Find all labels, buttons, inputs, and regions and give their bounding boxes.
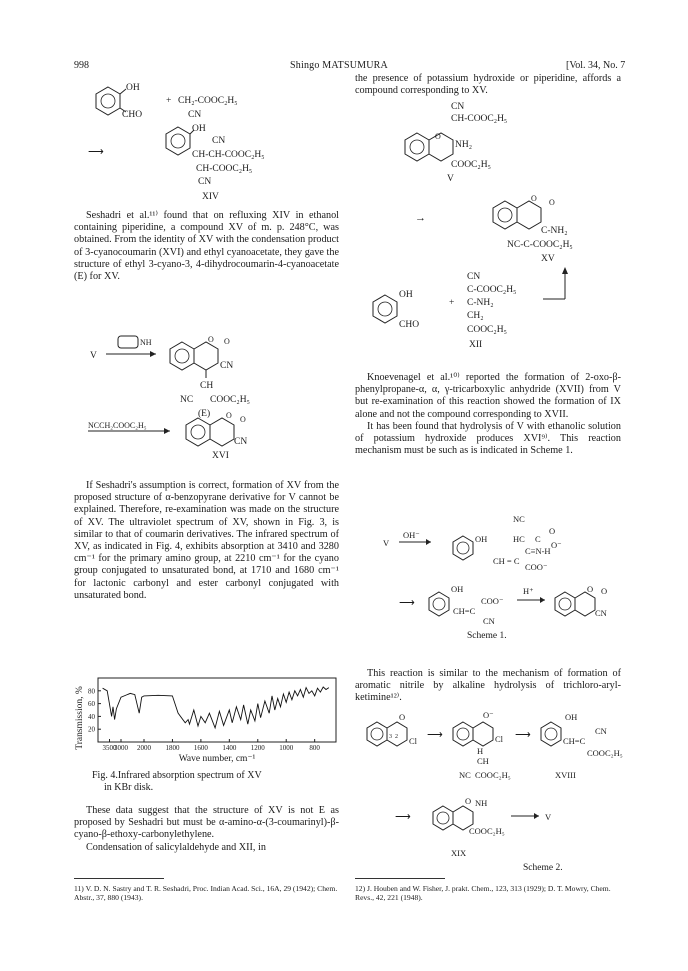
svg-text:CH=C: CH=C	[453, 606, 476, 616]
page-number: 998	[74, 60, 89, 71]
svg-text:O: O	[208, 335, 214, 344]
svg-text:OH⁻: OH⁻	[403, 530, 420, 540]
scheme1-label: Scheme 1.	[467, 631, 507, 640]
svg-text:COOC₂H₅: COOC₂H₅	[475, 770, 511, 780]
svg-text:CH-CH-COOC₂H₅: CH-CH-COOC₂H₅	[192, 150, 265, 160]
svg-text:V: V	[90, 351, 97, 361]
ir-y-axis-label: Transmission, %	[75, 686, 85, 750]
ir-x-tick-label: 1200	[250, 744, 265, 752]
svg-text:C≡N-H: C≡N-H	[525, 546, 551, 556]
para-hydrolysis: It has been found that hydrolysis of V with ethanolic solution of potassium hydroxide produces XVI⁹⁾. This reaction mechanism must be such as is indicated in Scheme 1.	[355, 420, 621, 457]
svg-text:OH: OH	[399, 290, 413, 300]
svg-text:O: O	[549, 198, 555, 207]
svg-text:COOC₂H₅: COOC₂H₅	[210, 395, 250, 405]
svg-text:⟶: ⟶	[395, 811, 411, 823]
label-xix: XIX	[451, 848, 467, 858]
svg-text:C: C	[535, 534, 541, 544]
svg-text:C-COOC₂H₅: C-COOC₂H₅	[467, 285, 517, 295]
svg-text:H⁺: H⁺	[523, 586, 534, 596]
svg-text:O: O	[240, 415, 246, 424]
svg-text:NC-C-COOC₂H₅: NC-C-COOC₂H₅	[507, 240, 573, 250]
svg-text:Cl: Cl	[409, 736, 418, 746]
svg-text:O⁻: O⁻	[483, 710, 494, 720]
svg-text:CN: CN	[595, 608, 607, 618]
svg-text:O: O	[531, 194, 537, 203]
scheme-2	[355, 702, 625, 877]
para-condensation: Condensation of salicylaldehyde and XII, in	[86, 841, 266, 853]
para-knoevenagel: Knoevenagel et al.¹⁰⁾ reported the formation of 2-oxo-β-phenylpropane-α, α, γ-tricarboxylic anhydride (XVII) from V but re-examination of this reaction showed the formation of IX alone and not the compound corresponding to XVII.	[355, 372, 621, 420]
svg-text:CN: CN	[220, 361, 234, 371]
svg-text:H: H	[477, 746, 484, 756]
para-seshadri: Seshadri et al.¹¹⁾ found that on refluxing XIV in ethanol containing piperidine, a compound XV of m. p. 248°C, was obtained. From the identity of XV with the condensation product of 3-cyanocoumarin (XVI) and ethyl cyanoacetate, they gave the structure of ethyl 3-cyano-3, 4-dihydrocoumarin-4-cyanoacetate (E) for XV.	[74, 210, 339, 283]
svg-text:COOC₂H₅: COOC₂H₅	[587, 748, 623, 758]
label-xviii: XVIII	[555, 770, 576, 780]
svg-text:V: V	[545, 812, 552, 822]
svg-text:O: O	[465, 796, 472, 806]
scheme2-label: Scheme 2.	[523, 863, 563, 872]
svg-text:+: +	[166, 96, 172, 106]
svg-text:CN: CN	[234, 437, 248, 447]
ir-x-tick-label: 3000	[114, 744, 128, 752]
svg-text:NH₂: NH₂	[455, 140, 473, 150]
svg-text:CN: CN	[198, 177, 212, 187]
svg-text:CH-COOC₂H₅: CH-COOC₂H₅	[196, 164, 253, 174]
ir-y-tick-label: 60	[88, 700, 95, 709]
figure-caption-line2: in KBr disk.	[104, 782, 154, 793]
svg-text:COOC₂H₅: COOC₂H₅	[467, 325, 507, 335]
svg-text:NCCH₂COOC₂H₅: NCCH₂COOC₂H₅	[88, 421, 147, 430]
para-presence: the presence of potassium hydroxide or piperidine, affords a compound corresponding to XV.	[355, 73, 621, 97]
svg-text:C-NH₂: C-NH₂	[541, 226, 568, 236]
para-mechanism-similar: This reaction is similar to the mechanism of formation of aromatic nitrile by alkaline hydrolysis of trichloro-aryl-ketimine¹²⁾.	[355, 668, 621, 704]
reactant-cho: CHO	[122, 110, 143, 120]
scheme-e-xvi	[74, 330, 354, 465]
svg-text:CH = C: CH = C	[493, 556, 520, 566]
svg-text:O: O	[601, 586, 608, 596]
svg-text:NH: NH	[140, 338, 152, 347]
svg-text:OH: OH	[475, 534, 488, 544]
ir-y-tick-label: 80	[88, 687, 95, 696]
ir-x-tick-label: 3500	[102, 744, 117, 752]
svg-text:CHO: CHO	[399, 320, 420, 330]
ir-x-axis-label: Wave number, cm⁻¹	[178, 754, 256, 764]
svg-text:HC: HC	[513, 534, 525, 544]
svg-text:O: O	[587, 584, 594, 594]
ir-spectrum-figure	[74, 672, 344, 769]
svg-text:CN: CN	[212, 136, 226, 146]
svg-text:V: V	[383, 538, 390, 548]
ir-x-tick-label: 800	[309, 744, 320, 752]
svg-text:CH: CH	[200, 381, 214, 391]
ir-y-tick-label: 20	[88, 725, 95, 734]
label-xiv: XIV	[202, 192, 219, 202]
ir-spectrum-line	[103, 687, 329, 728]
ir-x-tick-label: 1600	[193, 744, 208, 752]
svg-text:CN: CN	[188, 110, 202, 120]
label-xv: XV	[541, 254, 555, 264]
svg-text:OH: OH	[451, 584, 464, 594]
svg-text:Cl: Cl	[495, 734, 504, 744]
svg-text:2: 2	[395, 734, 398, 740]
label-v: V	[447, 174, 454, 184]
svg-text:NC: NC	[180, 395, 194, 405]
svg-text:C-NH₂: C-NH₂	[467, 298, 494, 308]
scheme-xv-xii	[355, 99, 625, 369]
running-volume: [Vol. 34, No. 7	[566, 60, 626, 71]
svg-text:O: O	[435, 132, 441, 141]
svg-text:CH=C: CH=C	[563, 736, 586, 746]
ir-x-tick-label: 1400	[222, 744, 237, 752]
para-structure-conclusion: These data suggest that the structure of XV is not E as proposed by Seshadri but must be α-amino-α-(3-coumarinyl)-β-cyano-β-ethoxy-carbonylethylene.	[74, 805, 339, 841]
svg-text:CN: CN	[595, 726, 607, 736]
svg-text:3: 3	[389, 734, 392, 740]
para-reexamination: If Seshadri's assumption is correct, formation of XV from the proposed structure of α-benzopyrane derivative for V cannot be explained. Therefore, re-examination was made on the structure of XV. The ultraviolet spectrum of XV, shown in Fig. 3, is similar to that of coumarin derivatives. The infrared spectrum of XV, as indicated in Fig. 4, exhibits absorption at 3410 and 3280 cm⁻¹ for the primary amino group, at 2210 cm⁻¹ for the cyano group conjugated to unsaturated bond, at 1710 and 1680 cm⁻¹ for lactonic carbonyl and ester carbonyl conjugated with unsaturated bond.	[74, 480, 339, 601]
svg-text:(E): (E)	[198, 409, 211, 419]
svg-text:→: →	[415, 212, 426, 224]
svg-text:OH: OH	[192, 124, 206, 134]
svg-text:O: O	[549, 526, 556, 536]
svg-text:NC: NC	[513, 514, 525, 524]
svg-text:CH-COOC₂H₅: CH-COOC₂H₅	[451, 114, 508, 124]
svg-text:CN: CN	[451, 102, 465, 112]
svg-text:CN: CN	[483, 616, 495, 626]
svg-text:CH: CH	[477, 756, 489, 766]
svg-text:COO⁻: COO⁻	[525, 562, 548, 572]
svg-text:CH₂: CH₂	[467, 311, 484, 321]
ir-x-tick-label: 1800	[165, 744, 180, 752]
figure-caption-line1: Fig. 4.Infrared absorption spectrum of XV	[92, 770, 262, 781]
svg-text:⟶: ⟶	[88, 146, 104, 158]
ir-plot-frame	[98, 678, 336, 742]
svg-text:COOC₂H₅: COOC₂H₅	[469, 826, 505, 836]
svg-text:COOC₂H₅: COOC₂H₅	[451, 160, 491, 170]
label-xvi: XVI	[212, 451, 229, 460]
scheme-1	[355, 512, 625, 645]
svg-text:NC: NC	[459, 770, 471, 780]
svg-text:OH: OH	[565, 712, 578, 722]
footnote-12: 12) J. Houben and W. Fisher, J. prakt. Chem., 123, 313 (1929); D. T. Mowry, Chem. Revs., 42, 221 (1948).	[355, 884, 611, 903]
svg-text:⟶: ⟶	[515, 729, 531, 741]
svg-text:NH: NH	[475, 798, 488, 808]
svg-text:CN: CN	[467, 272, 481, 282]
running-author: Shingo MATSUMURA	[290, 60, 388, 71]
svg-text:⟶: ⟶	[399, 597, 415, 609]
svg-text:+: +	[449, 298, 455, 308]
ir-x-tick-label: 1000	[279, 744, 294, 752]
svg-text:O⁻: O⁻	[551, 540, 562, 550]
svg-text:O: O	[399, 712, 406, 722]
svg-text:COO⁻: COO⁻	[481, 596, 504, 606]
reactant-oh: OH	[126, 83, 140, 93]
scheme-xiv	[74, 75, 354, 220]
ir-y-tick-label: 40	[88, 712, 95, 721]
svg-text:⟶: ⟶	[427, 729, 443, 741]
footnote-11: 11) V. D. N. Sastry and T. R. Seshadri, Proc. Indian Acad. Sci., 16A, 29 (1942); Chem. Abstr., 37, 880 (1943).	[74, 884, 338, 903]
reagent-ch2: CH₂-COOC₂H₅	[178, 96, 238, 106]
ir-x-tick-label: 2000	[137, 744, 151, 752]
svg-text:O: O	[224, 337, 230, 346]
svg-text:O: O	[226, 411, 232, 420]
label-xii: XII	[469, 340, 483, 350]
